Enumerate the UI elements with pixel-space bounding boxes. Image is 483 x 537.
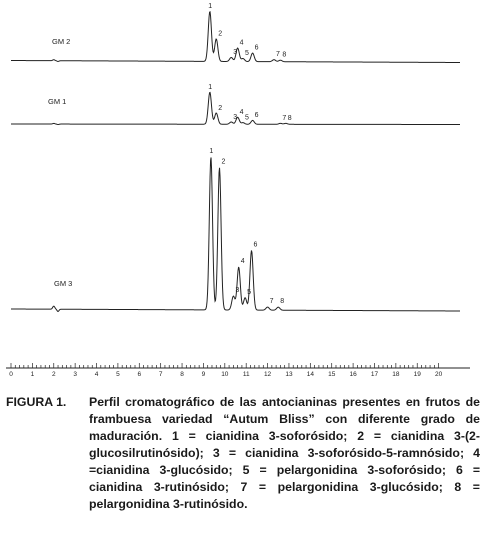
peak-label-5: 5 — [247, 288, 252, 296]
trace-name-label: GM 1 — [48, 97, 67, 106]
peak-label-5: 5 — [245, 114, 249, 122]
tick-label-19: 19 — [413, 371, 421, 378]
tick-label-4: 4 — [94, 371, 99, 378]
tick-label-8: 8 — [180, 371, 184, 378]
tick-label-11: 11 — [242, 371, 250, 378]
peak-label-7: 7 — [282, 115, 287, 122]
tick-label-7: 7 — [158, 371, 163, 378]
chromatogram-traces — [11, 3, 460, 311]
trace-gm-3 — [11, 148, 460, 311]
peak-label-8: 8 — [282, 51, 287, 59]
tick-label-15: 15 — [328, 371, 336, 378]
tick-label-6: 6 — [137, 371, 142, 378]
tick-label-14: 14 — [306, 371, 314, 378]
trace-name-label: GM 2 — [52, 37, 71, 46]
time-axis — [6, 363, 470, 378]
peak-label-8: 8 — [280, 297, 285, 305]
peak-label-1: 1 — [208, 84, 213, 91]
tick-label-17: 17 — [370, 371, 379, 378]
peak-label-7: 7 — [269, 297, 274, 305]
tick-label-3: 3 — [73, 371, 77, 378]
peak-label-4: 4 — [239, 109, 244, 116]
tick-label-2: 2 — [51, 371, 56, 378]
peak-label-6: 6 — [254, 44, 259, 52]
peak-label-2: 2 — [218, 104, 223, 112]
tick-label-9: 9 — [201, 371, 206, 378]
peak-label-7: 7 — [276, 51, 280, 58]
tick-label-5: 5 — [116, 371, 120, 378]
peak-label-8: 8 — [287, 115, 292, 122]
tick-label-20: 20 — [435, 371, 443, 378]
tick-label-12: 12 — [263, 371, 272, 378]
tick-label-13: 13 — [285, 371, 293, 378]
peak-label-4: 4 — [239, 39, 244, 47]
tick-label-10: 10 — [221, 371, 229, 378]
peak-label-2: 2 — [221, 158, 226, 166]
tick-label-0: 0 — [9, 371, 13, 378]
peak-label-6: 6 — [254, 112, 259, 120]
peak-label-3: 3 — [235, 287, 240, 295]
peak-label-6: 6 — [253, 241, 258, 249]
peak-label-3: 3 — [233, 113, 238, 121]
peak-label-1: 1 — [208, 3, 213, 10]
trace-name-label: GM 3 — [54, 279, 73, 288]
peak-label-2: 2 — [218, 30, 223, 38]
trace-gm-2 — [11, 3, 460, 63]
figure-label: FIGURA 1. — [6, 395, 67, 409]
tick-label-1: 1 — [30, 371, 35, 378]
trace-gm-1 — [11, 84, 460, 125]
tick-label-16: 16 — [349, 371, 357, 378]
peak-label-1: 1 — [209, 148, 214, 155]
peak-label-4: 4 — [240, 258, 245, 266]
peak-label-3: 3 — [233, 49, 238, 56]
figure-caption — [6, 394, 480, 513]
figure-caption-text: Perfil cromatográfico de las antocianinas presentes en frutos de frambuesa variedad “Autum Bliss” con diferente grado de maduración. 1 = cianidina 3-soforósido; 2 = cianidina 3-(2-glucosilrutinósido); 3 = cianidina 3-soforósido-5-ramnósido; 4 =cianidina 3-glucósido; 5 = pelargonidina 3-soforósido; 6 = cianidina 3-rutinósido; 7 = pelargonidina 3-glucósido; 8 = pelargonidina 3-rutinósido. — [89, 395, 480, 511]
tick-label-18: 18 — [392, 371, 400, 378]
peak-label-5: 5 — [245, 50, 249, 57]
